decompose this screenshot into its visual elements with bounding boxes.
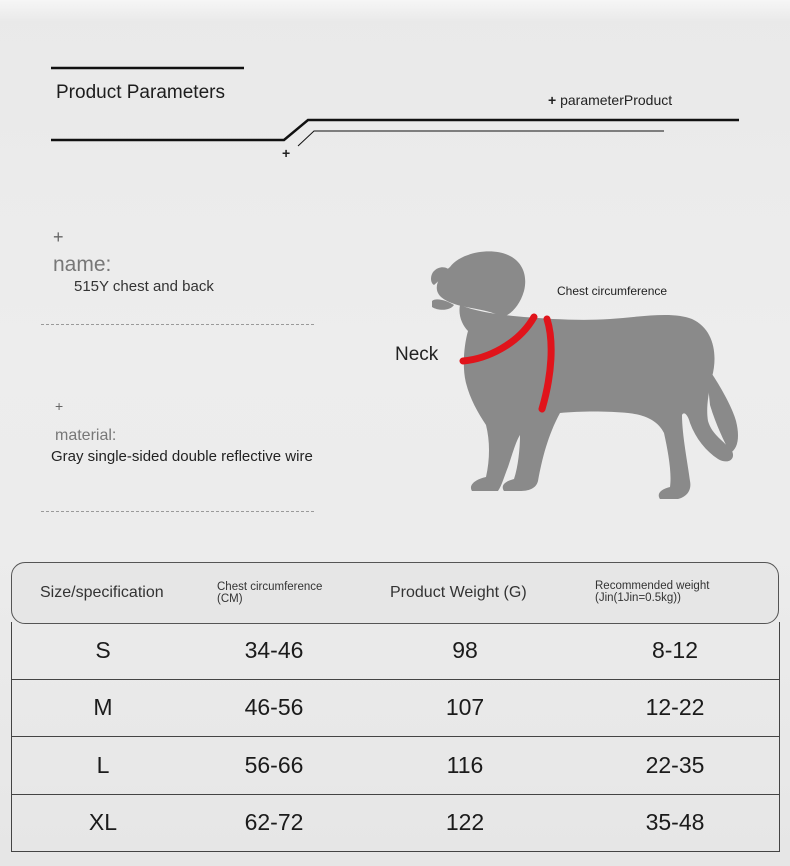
cell-chest: 46-56 [244,694,304,720]
page-title: Product Parameters [56,82,225,103]
plus-icon: + [282,145,291,161]
section-subtitle [548,92,672,108]
divider [41,511,314,512]
header-chest-line1: Chest circumference [217,581,323,593]
plus-icon: + [53,227,64,247]
cell-weight: 107 [445,694,485,720]
header-weight: Product Weight (G) [390,584,527,601]
header-size: Size/specification [40,584,164,601]
chest-circumference-label: Chest circumference [557,284,668,298]
plus-icon: + [55,398,64,414]
table-row [12,794,779,852]
name-value: 515Y chest and back [74,278,214,295]
cell-recommended: 22-35 [645,752,705,778]
cell-recommended: 8-12 [651,637,699,663]
plus-icon: + [548,92,557,108]
cell-recommended: 12-22 [645,694,705,720]
table-row [12,679,779,737]
table-body [11,622,780,852]
subtitle-text: parameterProduct [560,92,673,108]
header-chest [217,581,322,605]
cell-chest: 56-66 [244,752,304,778]
material-label: material: [55,427,117,444]
cell-weight: 122 [445,809,485,835]
neck-strap [463,317,534,361]
table-row [12,737,779,795]
chest-strap [542,319,551,409]
material-value: Gray single-sided double reflective wire [51,448,313,465]
cell-size: M [93,694,113,720]
cell-size: S [95,637,111,663]
cell-chest: 34-46 [244,637,304,663]
cell-size: XL [88,809,118,835]
cell-weight: 98 [452,637,478,663]
cell-weight: 116 [446,752,484,778]
table-row [12,622,779,680]
cell-chest: 62-72 [244,809,304,835]
name-label: name: [53,253,112,276]
table-header [11,562,779,624]
cell-size: L [96,752,110,778]
size-table [11,562,779,852]
header-recommended [595,580,709,604]
header-chest-line2: (CM) [217,593,243,605]
divider [41,324,314,325]
neck-label: Neck [395,344,439,365]
header-rec-line2: (Jin(1Jin=0.5kg)) [595,592,681,604]
header-rec-line1: Recommended weight [595,580,710,592]
cell-recommended: 35-48 [645,809,705,835]
